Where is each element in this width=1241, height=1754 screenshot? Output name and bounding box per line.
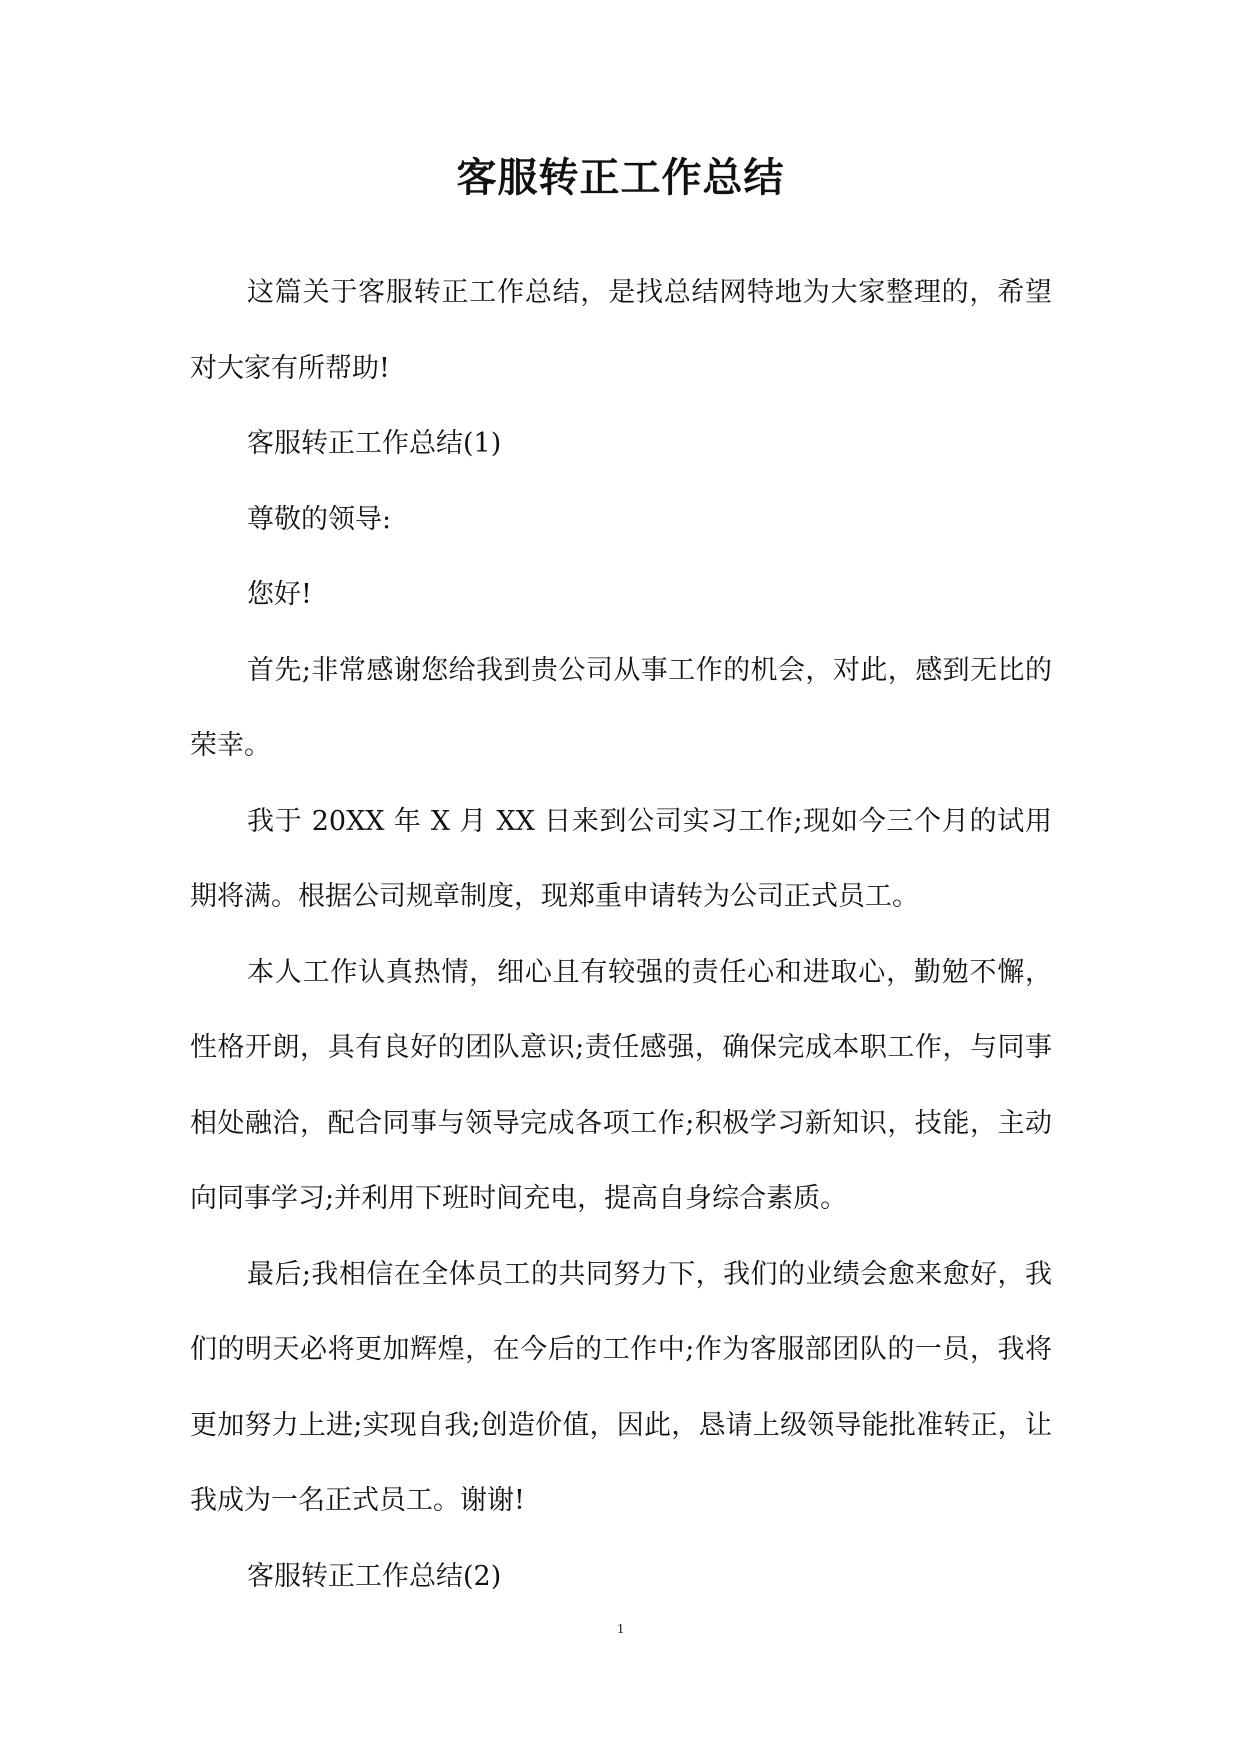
document-title: 客服转正工作总结 bbox=[456, 154, 785, 201]
paragraph-greeting: 您好! bbox=[247, 579, 312, 610]
paragraph-section-heading-1: 客服转正工作总结(1) bbox=[247, 428, 502, 459]
paragraph-section-heading-2: 客服转正工作总结(2) bbox=[247, 1560, 502, 1592]
paragraph-self-assessment: 本人工作认真热情，细心且有较强的责任心和进取心，勤勉不懈，性格开朗，具有良好的团队意识;责任感强，确保完成本职工作，与同事相处融洽，配合同事与领导完成各项工作;积极学习新知识，技能，主动向同事学习;并利用下班时间充电，提高自身综合素质。 bbox=[190, 956, 1052, 1214]
paragraph-thanks: 首先;非常感谢您给我到贵公司从事工作的机会，对此，感到无比的荣幸。 bbox=[190, 654, 1052, 761]
paragraph-probation: 我于 20XX 年 X 月 XX 日来到公司实习工作;现如今三个月的试用期将满。根据公司规章制度，现郑重申请转为公司正式员工。 bbox=[190, 805, 1052, 912]
paragraph-intro: 这篇关于客服转正工作总结，是找总结网特地为大家整理的，希望对大家有所帮助! bbox=[190, 277, 1052, 384]
document-body bbox=[190, 255, 1052, 1614]
paragraph-salutation: 尊敬的领导: bbox=[247, 503, 392, 535]
paragraph-closing: 最后;我相信在全体员工的共同努力下，我们的业绩会愈来愈好，我们的明天必将更加辉煌，在今后的工作中;作为客服部团队的一员，我将更加努力上进;实现自我;创造价值，因此，恳请上级领导能批准转正，让我成为一名正式员工。谢谢! bbox=[190, 1258, 1052, 1516]
page-number: 1 bbox=[617, 1622, 624, 1637]
